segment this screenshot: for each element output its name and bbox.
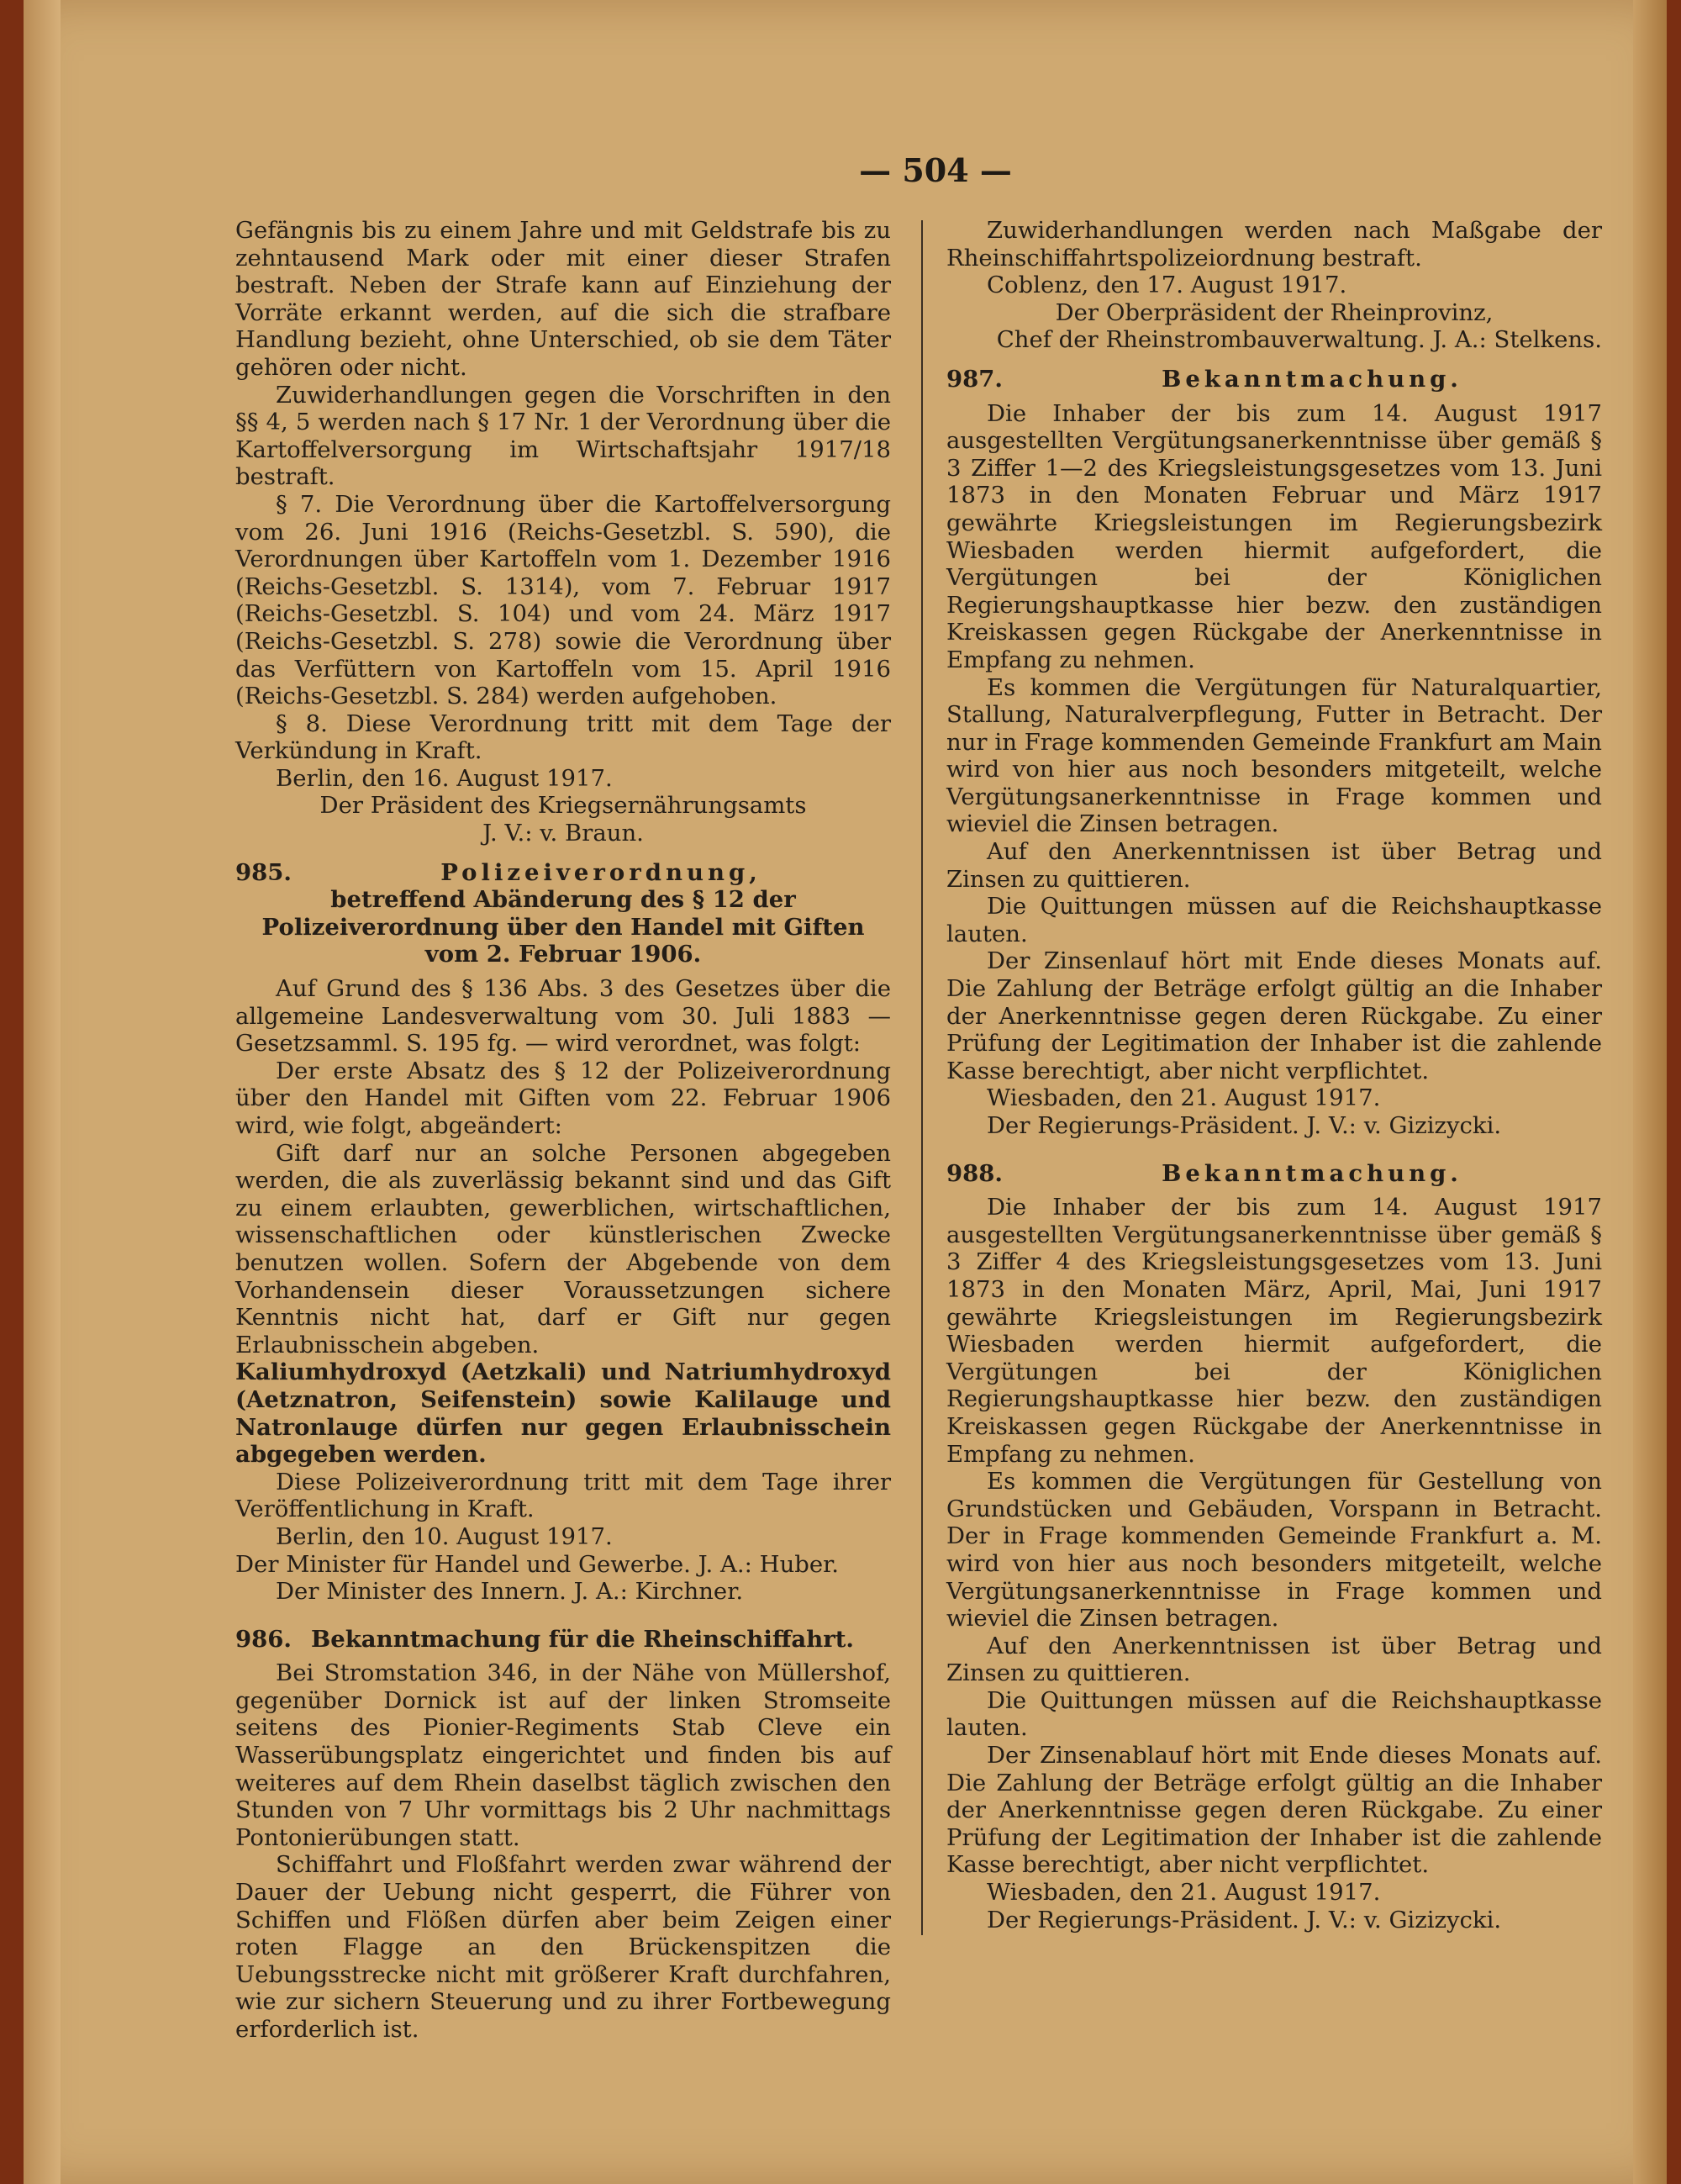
- section-title: Bekanntmachung für die Rheinschiffahrt.: [311, 1625, 854, 1653]
- paragraph: § 8. Diese Verordnung tritt mit dem Tage der Verkündung in Kraft.: [235, 710, 891, 765]
- paragraph: Der Zinsenablauf hört mit Ende dieses Monats auf. Die Zahlung der Beträge erfolgt gültig an die Inhaber der Anerkenntnisse gegen deren Rückgabe. Zu einer Prüfung der Legitimation der Inhaber ist die zahlende Kasse berechtigt, aber nicht verpflichtet.: [946, 1742, 1602, 1879]
- paragraph: Die Quittungen müssen auf die Reichshauptkasse lauten.: [946, 893, 1602, 947]
- section-number: 985.: [235, 858, 292, 886]
- paragraph: Der erste Absatz des § 12 der Polizeiverordnung über den Handel mit Giften vom 22. Februar 1906 wird, wie folgt, abgeändert:: [235, 1057, 891, 1139]
- signature-line: Der Minister des Innern. J. A.: Kirchner.: [276, 1578, 744, 1606]
- paragraph: Diese Polizeiverordnung tritt mit dem Tage ihrer Veröffentlichung in Kraft.: [235, 1468, 891, 1523]
- signature-line: Der Regierungs-Präsident. J. V.: v. Gizizycki.: [987, 1906, 1502, 1933]
- paragraph-bold: Kaliumhydroxyd (Aetzkali) und Natriumhydroxyd (Aetznatron, Seifenstein) sowie Kalilauge und Natronlauge dürfen nur gegen Erlaubnisschein abgegeben werden.: [235, 1358, 891, 1469]
- paragraph: Zuwiderhandlungen gegen die Vorschriften in den §§ 4, 5 werden nach § 17 Nr. 1 der Verordnung über die Kartoffelversorgung im Wirtschaftsjahr 1917/18 bestraft.: [235, 381, 891, 491]
- section-heading-985: [235, 859, 891, 887]
- section-title: Polizeiverordnung,: [440, 858, 761, 886]
- signature-line: Der Minister für Handel und Gewerbe. J. A.: Huber.: [235, 1550, 840, 1578]
- section-heading-987: [946, 366, 1602, 393]
- page-right-edge: [1633, 0, 1667, 2184]
- page-number: — 504 —: [859, 151, 1012, 189]
- paragraph: Die Quittungen müssen auf die Reichshauptkasse lauten.: [946, 1686, 1602, 1742]
- right-column: [946, 217, 1602, 1933]
- signature-line: Chef der Rheinstrombauverwaltung. J. A.: Stelkens.: [996, 326, 1602, 354]
- paragraph: § 7. Die Verordnung über die Kartoffelversorgung vom 26. Juni 1916 (Reichs-Gesetzbl. S. 590), die Verordnungen über Kartoffeln vom 1. Dezember 1916 (Reichs-Gesetzbl. S. 1314), vom 7. Februar 1917 (Reichs-Gesetzbl. S. 104) und vom 24. März 1917 (Reichs-Gesetzbl. S. 278) sowie die Verordnung über das Verfüttern von Kartoffeln vom 15. April 1916 (Reichs-Gesetzbl. S. 284) werden aufgehoben.: [235, 490, 891, 710]
- section-heading-986: [235, 1626, 891, 1654]
- date-line: Berlin, den 16. August 1917.: [276, 764, 613, 792]
- section-subtitle: betreffend Abänderung des § 12 der Polizeiverordnung über den Handel mit Giften vom 2. Februar 1906.: [261, 886, 865, 968]
- paragraph: Gift darf nur an solche Personen abgegeben werden, die als zuverlässig bekannt sind und das Gift zu einem erlaubten, gewerblichen, wirtschaftlichen, wissenschaftlichen oder künstlerischen Zwecke benutzen wollen. Sofern der Abgebende von dem Vorhandensein dieser Voraussetzungen sichere Kenntnis nicht hat, darf er Gift nur gegen Erlaubnisschein abgeben.: [235, 1139, 891, 1358]
- section-number: 988.: [946, 1159, 1003, 1187]
- signature-title: Der Präsident des Kriegsernährungsamts: [319, 792, 807, 820]
- paragraph: Schiffahrt und Floßfahrt werden zwar während der Dauer der Uebung nicht gesperrt, die Führer von Schiffen und Flößen dürfen aber beim Zeigen einer roten Flagge an den Brückenspitzen die Uebungsstrecke nicht mit größerer Kraft durchfahren, wie zur sichern Steuerung und zu ihrer Fortbewegung erforderlich ist.: [235, 1851, 891, 2043]
- section-title: Bekanntmachung.: [1162, 365, 1462, 393]
- date-line: Coblenz, den 17. August 1917.: [987, 272, 1347, 299]
- section-number: 986.: [235, 1625, 292, 1653]
- date-line: Wiesbaden, den 21. August 1917.: [987, 1879, 1381, 1907]
- paragraph: Die Inhaber der bis zum 14. August 1917 ausgestellten Vergütungsanerkenntnisse über gemäß § 3 Ziffer 4 des Kriegsleistungsgesetzes vom 13. Juni 1873 in den Monaten März, April, Mai, Juni 1917 gewährte Kriegsleistungen im Regierungsbezirk Wiesbaden werden hiermit aufgefordert, die Vergütungen bei der Königlichen Regierungshauptkasse hier bezw. den zuständigen Kreiskassen gegen Rückgabe der Anerkenntnisse in Empfang zu nehmen.: [946, 1194, 1602, 1468]
- paragraph: Es kommen die Vergütungen für Naturalquartier, Stallung, Naturalverpflegung, Futter in Betracht. Der nur in Frage kommenden Gemeinde Frankfurt am Main wird von hier aus noch besonders mitgeteilt, welche Vergütungsanerkenntnisse in Frage kommen und wieviel die Zinsen betragen.: [946, 673, 1602, 838]
- paragraph: Gefängnis bis zu einem Jahre und mit Geldstrafe bis zu zehntausend Mark oder mit einer dieser Strafen bestraft. Neben der Strafe kann auf Einziehung der Vorräte erkannt werden, auf die sich die strafbare Handlung bezieht, ohne Unterschied, ob sie dem Täter gehören oder nicht.: [235, 217, 891, 381]
- signature-title: Der Oberpräsident der Rheinprovinz,: [1055, 298, 1494, 326]
- paragraph: Auf den Anerkenntnissen ist über Betrag und Zinsen zu quittieren.: [946, 1632, 1602, 1687]
- signature-line: Der Regierungs-Präsident. J. V.: v. Gizizycki.: [987, 1112, 1502, 1139]
- signature-name: J. V.: v. Braun.: [482, 820, 644, 847]
- paragraph: Auf Grund des § 136 Abs. 3 des Gesetzes über die allgemeine Landesverwaltung vom 30. Juli 1883 — Gesetzsamml. S. 195 fg. — wird verordnet, was folgt:: [235, 975, 891, 1058]
- date-line: Wiesbaden, den 21. August 1917.: [987, 1084, 1381, 1112]
- left-column: [235, 217, 891, 2044]
- date-line: Berlin, den 10. August 1917.: [276, 1522, 613, 1550]
- section-heading-988: [946, 1160, 1602, 1188]
- page-left-edge: [24, 0, 61, 2184]
- document-page: [24, 0, 1667, 2184]
- paragraph: Zuwiderhandlungen werden nach Maßgabe der Rheinschiffahrtspolizeiordnung bestraft.: [946, 217, 1602, 272]
- paragraph: Es kommen die Vergütungen für Gestellung von Grundstücken und Gebäuden, Vorspann in Betracht. Der in Frage kommenden Gemeinde Frankfurt a. M. wird von hier aus noch besonders mitgeteilt, welche Vergütungsanerkenntnisse in Frage kommen und wieviel die Zinsen betragen.: [946, 1468, 1602, 1633]
- section-title: Bekanntmachung.: [1162, 1159, 1462, 1187]
- paragraph: Die Inhaber der bis zum 14. August 1917 ausgestellten Vergütungsanerkenntnisse über gemäß § 3 Ziffer 1—2 des Kriegsleistungsgesetzes vom 13. Juni 1873 in den Monaten Februar und März 1917 gewährte Kriegsleistungen im Regierungsbezirk Wiesbaden werden hiermit aufgefordert, die Vergütungen bei der Königlichen Regierungshauptkasse hier bezw. den zuständigen Kreiskassen gegen Rückgabe der Anerkenntnisse in Empfang zu nehmen.: [946, 399, 1602, 673]
- column-divider: [921, 220, 923, 1935]
- paragraph: Auf den Anerkenntnissen ist über Betrag und Zinsen zu quittieren.: [946, 838, 1602, 893]
- section-number: 987.: [946, 365, 1003, 393]
- paragraph: Bei Stromstation 346, in der Nähe von Müllershof, gegenüber Dornick ist auf der linken Stromseite seitens des Pionier-Regiments Stab Cleve ein Wasserübungsplatz eingerichtet und finden bis auf weiteres auf dem Rhein daselbst täglich zwischen den Stunden von 7 Uhr vormittags bis 2 Uhr nachmittags Pontonierübungen statt.: [235, 1659, 891, 1851]
- paragraph: Der Zinsenlauf hört mit Ende dieses Monats auf. Die Zahlung der Beträge erfolgt gültig an die Inhaber der Anerkenntnisse gegen deren Rückgabe. Zu einer Prüfung der Legitimation der Inhaber ist die zahlende Kasse berechtigt, aber nicht verpflichtet.: [946, 947, 1602, 1084]
